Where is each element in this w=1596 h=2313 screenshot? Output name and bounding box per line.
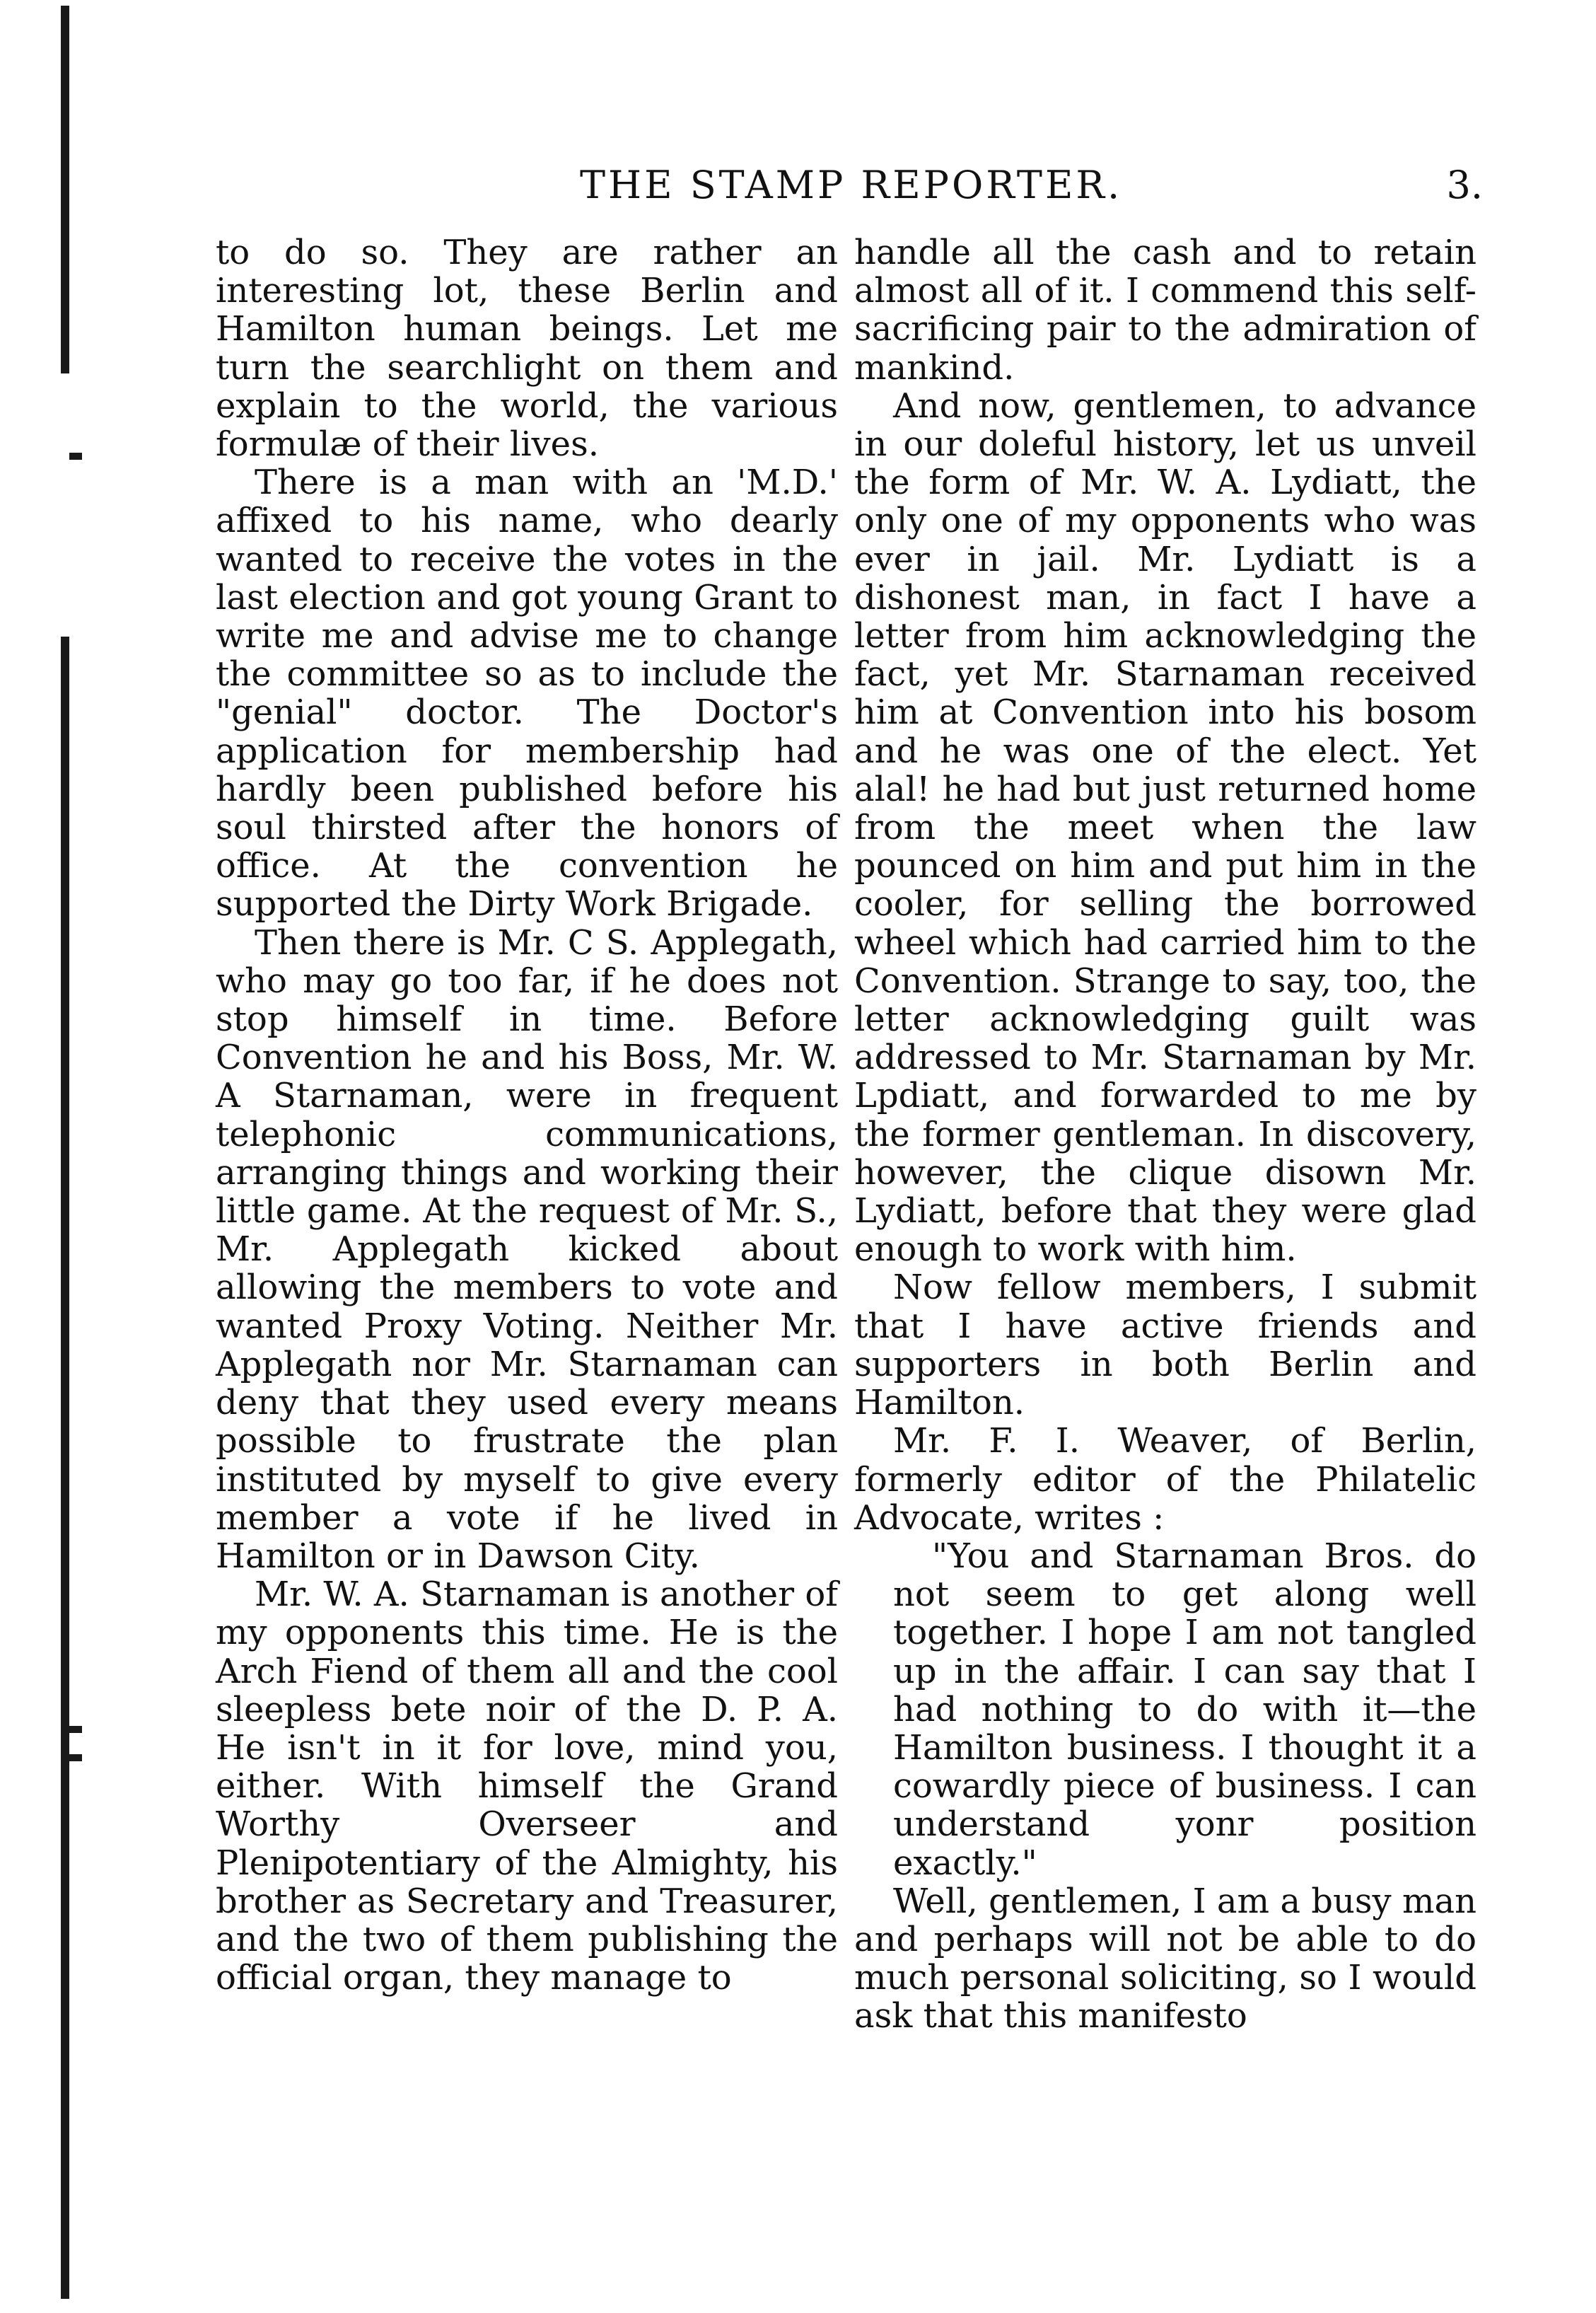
- binding-mark: [69, 1726, 82, 1733]
- paragraph: Well, gentlemen, I am a busy man and perhaps will not be able to do much personal soliciting, so I would ask that this manifesto: [854, 1881, 1476, 2036]
- paragraph: to do so. They are rather an interesting lot, these Berlin and Hamilton human beings. Let me turn the searchlight on them and explain to the world, the various formulæ of their lives.: [216, 233, 838, 465]
- page-header: [212, 163, 1483, 212]
- paragraph: Mr. W. A. Starnaman is another of my opponents this time. He is the Arch Fiend of them all and the cool sleepless bete noir of the D. P. A. He isn't in it for love, mind you, either. With himself the Grand Worthy Overseer and Plenipotentiary of the Almighty, his brother as Secretary and Treasurer, and the two of them publishing the official organ, they manage to: [216, 1575, 838, 1998]
- paragraph: handle all the cash and to retain almost all of it. I commend this self-sacrificing pair to the admiration of mankind.: [854, 233, 1476, 388]
- binding-mark: [69, 1754, 82, 1761]
- left-column: [216, 233, 838, 1997]
- paragraph: There is a man with an 'M.D.' affixed to his name, who dearly wanted to receive the votes in the last election and got young Grant to write me and advise me to change the committee so as to include the "genial" doctor. The Doctor's application for membership had hardly been published before his soul thirsted after the honors of office. At the convention he supported the Dirty Work Brigade.: [216, 463, 838, 924]
- quoted-letter: "You and Starnaman Bros. do not seem to get along well together. I hope I am not tangled up in the affair. I can say that I had nothing to do with it—the Hamilton business. I thought it a cowardly piece of business. I can understand yonr position exactly.": [893, 1536, 1476, 1883]
- paragraph: Now fellow members, I submit that I have active friends and supporters in both Berlin and Hamilton.: [854, 1268, 1476, 1423]
- binding-mark: [69, 453, 82, 460]
- paragraph: Then there is Mr. C S. Applegath, who may go too far, if he does not stop himself in time. Before Convention he and his Boss, Mr. W. A Starnaman, were in frequent telephonic communications, arranging things and working their little game. At the request of Mr. S., Mr. Applegath kicked about allowing the members to vote and wanted Proxy Voting. Neither Mr. Applegath nor Mr. Starnaman can deny that they used every means possible to frustrate the plan instituted by myself to give every member a vote if he lived in Hamilton or in Dawson City.: [216, 922, 838, 1576]
- page-binding-edge: [61, 637, 69, 2299]
- paragraph: Mr. F. I. Weaver, of Berlin, formerly editor of the Philatelic Advocate, writes :: [854, 1421, 1476, 1538]
- page-binding-edge: [61, 6, 69, 373]
- page-number: 3.: [1446, 163, 1483, 207]
- right-column: [854, 233, 1476, 2036]
- running-title: THE STAMP REPORTER.: [580, 163, 1123, 207]
- paragraph: And now, gentlemen, to advance in our doleful history, let us unveil the form of Mr. W. A. Lydiatt, the only one of my opponents who was ever in jail. Mr. Lydiatt is a dishonest man, in fact I have a letter from him acknowledging the fact, yet Mr. Starnaman received him at Convention into his bosom and he was one of the elect. Yet alal! he had but just returned home from the meet when the law pounced on him and put him in the cooler, for selling the borrowed wheel which had carried him to the Convention. Strange to say, too, the letter acknowledging guilt was addressed to Mr. Starnaman by Mr. Lpdiatt, and forwarded to me by the former gentleman. In discovery, however, the clique disown Mr. Lydiatt, before that they were glad enough to work with him.: [854, 386, 1476, 1270]
